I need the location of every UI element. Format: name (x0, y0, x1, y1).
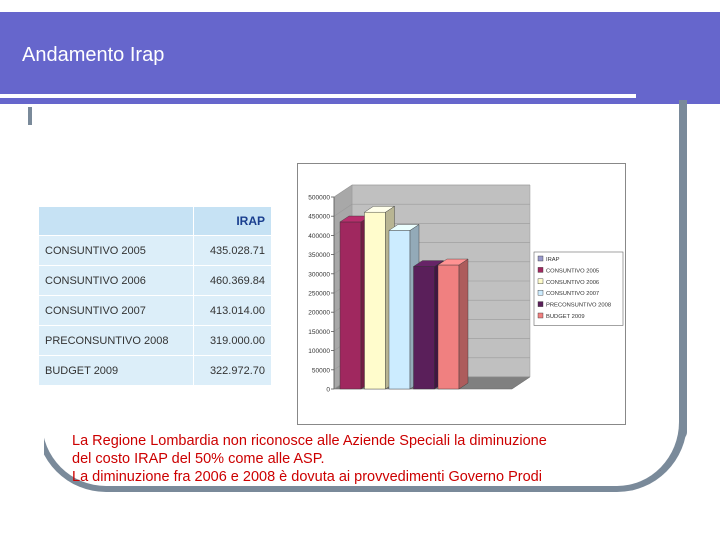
row-label: CONSUNTIVO 2006 (39, 266, 194, 296)
title-bar (0, 12, 720, 104)
row-value: 460.369.84 (194, 266, 272, 296)
y-tick-label: 250000 (308, 290, 330, 298)
table-row (39, 326, 272, 356)
row-value: 319.000.00 (194, 326, 272, 356)
table-row (39, 356, 272, 386)
table-header-irap: IRAP (194, 207, 272, 236)
legend-label: IRAP (546, 257, 560, 263)
title-divider (0, 94, 636, 98)
legend-swatch (538, 302, 543, 307)
decorative-frame-right (679, 100, 687, 440)
row-label: CONSUNTIVO 2007 (39, 296, 194, 326)
legend-swatch (538, 279, 543, 284)
y-tick-label: 200000 (308, 309, 330, 317)
table-row (39, 296, 272, 326)
row-value: 322.972.70 (194, 356, 272, 386)
chart-container (297, 163, 626, 425)
legend-label: CONSUNTIVO 2007 (546, 291, 600, 298)
legend-label: CONSUNTIVO 2005 (546, 268, 600, 275)
slide-title: Andamento Irap (22, 44, 165, 66)
row-value: 435.028.71 (194, 236, 272, 266)
row-value: 413.014.00 (194, 296, 272, 326)
table-header-cell (39, 207, 194, 236)
legend-label: BUDGET 2009 (546, 314, 585, 320)
irap-table (38, 206, 272, 386)
irap-bar-chart (298, 164, 625, 424)
caption-text (72, 432, 672, 486)
legend-swatch (538, 256, 543, 261)
table-row (39, 236, 272, 266)
bar-front (365, 212, 386, 389)
row-label: CONSUNTIVO 2005 (39, 236, 194, 266)
y-tick-label: 300000 (308, 271, 330, 279)
y-tick-label: 50000 (311, 367, 330, 375)
legend-label: CONSUNTIVO 2006 (546, 279, 600, 286)
frame-left-tick (28, 107, 32, 125)
y-tick-label: 500000 (308, 194, 330, 202)
y-tick-label: 0 (326, 386, 330, 394)
legend-swatch (538, 290, 543, 295)
legend-swatch (538, 267, 543, 272)
bar-side (459, 259, 468, 389)
bar-front (340, 222, 361, 389)
bar-front (414, 267, 435, 389)
table-row (39, 266, 272, 296)
caption-line: del costo IRAP del 50% come alle ASP. (72, 451, 325, 467)
frame-gap (30, 380, 44, 454)
legend-label: PRECONSUNTIVO 2008 (546, 302, 612, 309)
y-tick-label: 100000 (308, 348, 330, 356)
y-tick-label: 350000 (308, 252, 330, 260)
row-label: BUDGET 2009 (39, 356, 194, 386)
bar-front (438, 265, 459, 389)
caption-line: La Regione Lombardia non riconosce alle Aziende Speciali la diminuzione (72, 433, 547, 449)
y-tick-label: 150000 (308, 328, 330, 336)
caption-line: La diminuzione fra 2006 e 2008 è dovuta ai provvedimenti Governo Prodi (72, 469, 542, 485)
table-header-row (39, 207, 272, 236)
row-label: PRECONSUNTIVO 2008 (39, 326, 194, 356)
y-tick-label: 400000 (308, 232, 330, 240)
bar-front (389, 230, 410, 389)
legend-swatch (538, 313, 543, 318)
y-tick-label: 450000 (308, 213, 330, 221)
